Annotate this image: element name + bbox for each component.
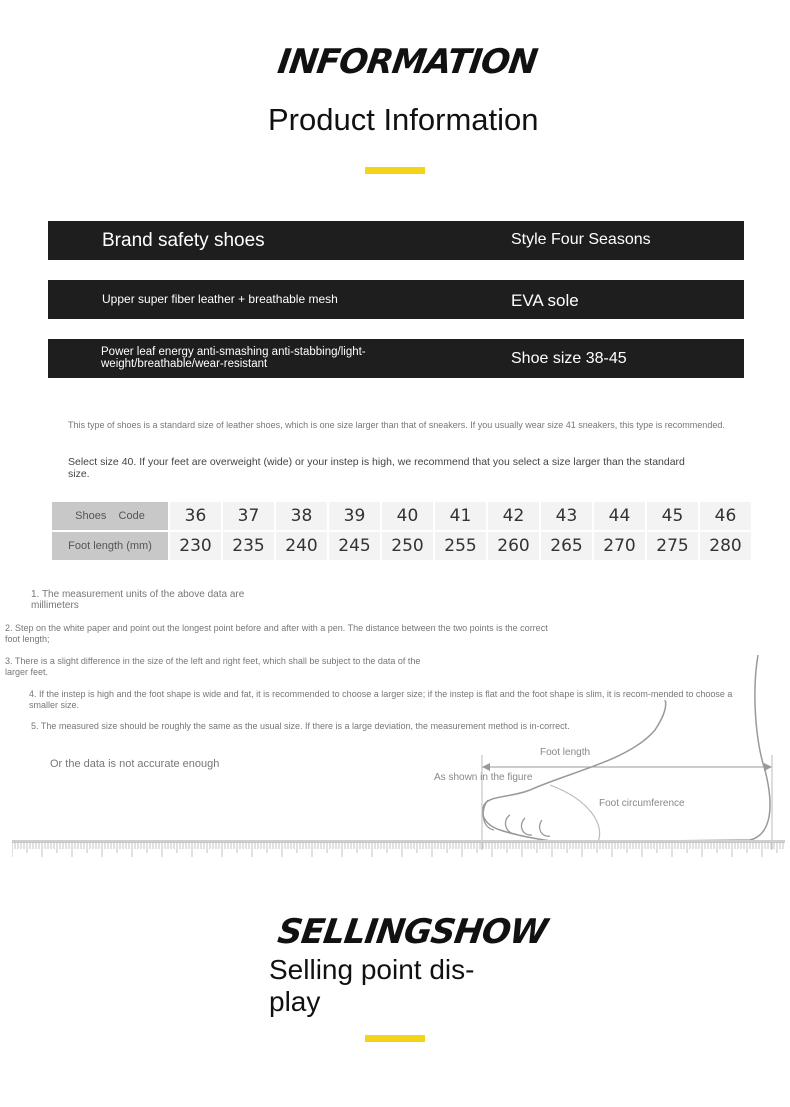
instruction-2: 2. Step on the white paper and point out the longest point before and after with a pen. The distance between the two points is the correct foot length;	[5, 623, 548, 644]
foot-length-value: 250	[382, 532, 433, 560]
size-code: 41	[435, 502, 486, 532]
foot-length-label: Foot length	[540, 747, 591, 758]
instruction-5: 5. The measured size should be roughly the same as the usual size. If there is a large deviation, the measurement method is in-correct.	[31, 721, 570, 731]
shoe-size-label: Shoe size 38-45	[511, 350, 627, 367]
size-code: 45	[647, 502, 698, 532]
foot-length-value: 230	[170, 532, 221, 560]
size-table	[50, 502, 753, 560]
product-information-title: Product Information	[268, 102, 539, 137]
ruler-ticks	[12, 842, 783, 857]
foot-length-value: 235	[223, 532, 274, 560]
foot-length-value: 255	[435, 532, 486, 560]
size-code: 39	[329, 502, 380, 532]
style-label: Style Four Seasons	[511, 231, 651, 248]
size-code: 44	[594, 502, 645, 532]
sellingshow-brush-title: SELLINGSHOW	[275, 912, 550, 952]
foot-circumference-label: Foot circumference	[599, 798, 685, 809]
foot-circumference-line	[550, 785, 600, 842]
size-code: 38	[276, 502, 327, 532]
foot-measure-diagram	[470, 650, 790, 850]
arrow-right-icon	[764, 763, 772, 771]
foot-length-value: 275	[647, 532, 698, 560]
as-shown-label: As shown in the figure	[434, 772, 533, 783]
features-label: Power leaf energy anti-smashing anti-stabbing/light-weight/breathable/wear-resistant	[101, 346, 366, 370]
foot-length-value: 240	[276, 532, 327, 560]
accent-bar	[365, 167, 425, 174]
instruction-3: 3. There is a slight difference in the size of the left and right feet, which shall be subject to the data of the larger feet.	[5, 656, 421, 677]
instruction-4: 4. If the instep is high and the foot shape is wide and fat, it is recommended to choose a larger size; if the instep is flat and the foot shape is slim, it is recom-mended to choose a smaller size.	[29, 689, 733, 710]
size-code: 36	[170, 502, 221, 532]
size-code: 37	[223, 502, 274, 532]
instruction-6: Or the data is not accurate enough	[50, 758, 220, 770]
foot-length-value: 265	[541, 532, 592, 560]
foot-length-value: 260	[488, 532, 539, 560]
ruler	[12, 840, 785, 858]
spec-row-upper	[48, 280, 744, 319]
foot-length-value: 270	[594, 532, 645, 560]
size-select-note: Select size 40. If your feet are overweight (wide) or your instep is high, we recommend that you select a size larger than the standard size.	[68, 456, 685, 480]
size-intro-note: This type of shoes is a standard size of leather shoes, which is one size larger than that of sneakers. If you usually wear size 41 sneakers, this type is recommended.	[68, 420, 725, 430]
shoes-code-header: Shoes Code	[52, 502, 168, 532]
sole-label: EVA sole	[511, 291, 579, 310]
brand-label: Brand safety shoes	[102, 230, 265, 251]
foot-outline	[483, 655, 770, 842]
arrow-left-icon	[482, 763, 490, 771]
foot-length-header: Foot length (mm)	[52, 532, 168, 560]
foot-length-value: 245	[329, 532, 380, 560]
size-code: 43	[541, 502, 592, 532]
instruction-1: 1. The measurement units of the above data are millimeters	[31, 589, 245, 611]
upper-label: Upper super fiber leather + breathable mesh	[102, 292, 338, 306]
size-code: 40	[382, 502, 433, 532]
spec-row-brand	[48, 221, 744, 260]
selling-point-title: Selling point dis-play	[269, 954, 475, 1017]
size-code: 42	[488, 502, 539, 532]
toes-outline	[483, 800, 550, 836]
accent-bar-2	[365, 1035, 425, 1042]
size-code: 46	[700, 502, 751, 532]
spec-row-features	[48, 339, 744, 378]
information-brush-title: INFORMATION	[275, 42, 540, 82]
foot-length-value: 280	[700, 532, 751, 560]
